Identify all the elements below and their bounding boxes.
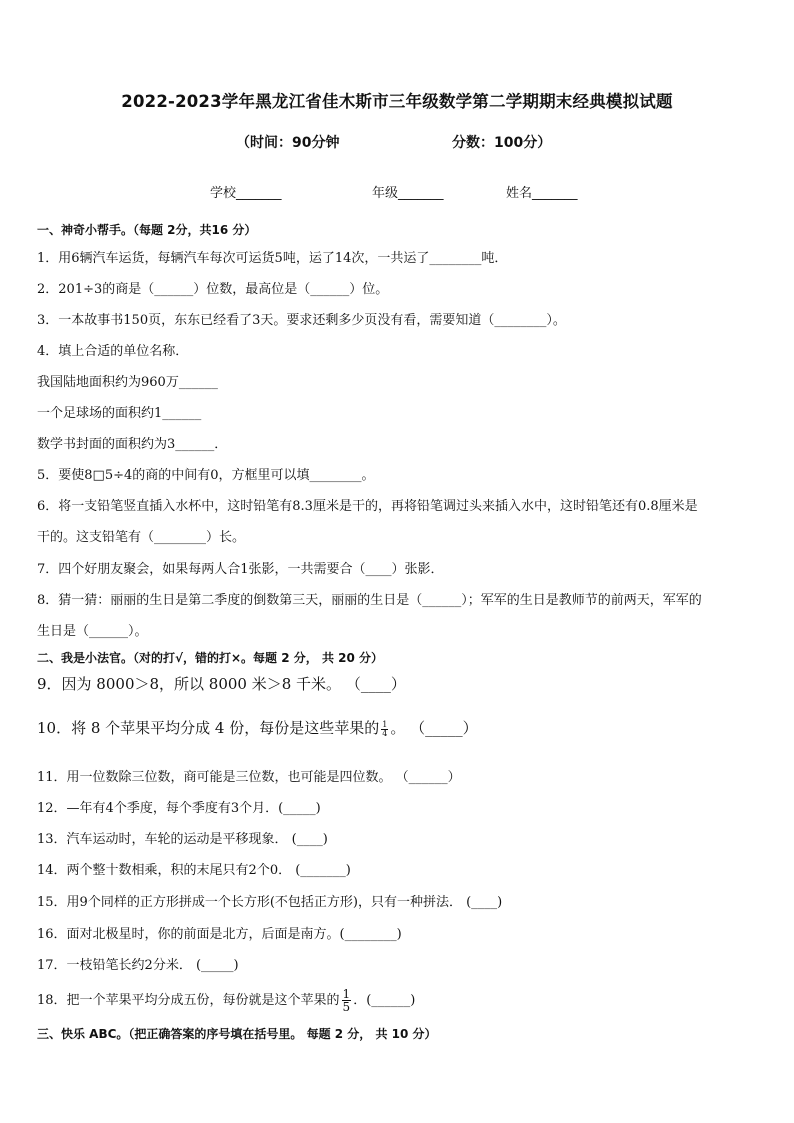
question-3: 3．一本故事书150页，东东已经看了3天。要求还剩多少页没有看，需要知道（________）。	[37, 313, 566, 328]
question-2: 2．201÷3的商是（______）位数，最高位是（______）位。	[37, 282, 389, 297]
question-10-text: 10．将 8 个苹果平均分成 4 份，每份是这些苹果的	[37, 719, 380, 737]
fraction-numerator: 1	[382, 719, 388, 729]
section-2-heading: 二、我是小法官。（对的打√，错的打×。每题 2 分， 共 20 分）	[37, 651, 383, 665]
question-8-line2: 生日是（______）。	[37, 624, 148, 639]
fraction-one-fifth	[342, 988, 352, 1013]
question-4c: 数学书封面的面积约为3______．	[37, 437, 228, 452]
score-label: 分数：100分）	[452, 135, 552, 151]
question-5: 5．要使8□5÷4的商的中间有0，方框里可以填________。	[37, 468, 375, 483]
question-8-line1: 8．猜一猜：丽丽的生日是第二季度的倒数第三天，丽丽的生日是（______）；军军的生日是教师节的前两天，军军的	[37, 593, 702, 608]
question-6-line1: 6．将一支铅笔竖直插入水杯中，这时铅笔有8.3厘米是干的，再将铅笔调过头来插入水中，这时铅笔还有0.8厘米是	[37, 499, 698, 514]
question-9: 9．因为 8000＞8，所以 8000 米＞8 千米。 （____）	[37, 675, 406, 693]
question-18-text: 18．把一个苹果平均分成五份，每份就是这个苹果的	[37, 993, 340, 1008]
question-1: 1．用6辆汽车运货，每辆汽车每次可运货5吨，运了14次，一共运了________吨．	[37, 251, 508, 266]
question-10-answer: 。 （_____）	[390, 719, 478, 737]
section-1-heading: 一、神奇小帮手。（每题 2分，共16 分）	[37, 223, 257, 237]
question-17: 17．一枝铅笔长约2分米． (_____)	[37, 958, 239, 973]
fraction-denominator: 4	[382, 728, 388, 738]
fraction-numerator: 1	[342, 987, 351, 1001]
time-label: （时间：90分钟	[236, 135, 340, 151]
question-14: 14．两个整十数相乘，积的末尾只有2个0． (_______)	[37, 863, 351, 878]
page-title: 2022-2023学年黑龙江省佳木斯市三年级数学第二学期期末经典模拟试题	[121, 92, 673, 111]
question-15: 15．用9个同样的正方形拼成一个长方形(不包括正方形)，只有一种拼法． (____)	[37, 895, 503, 910]
fraction-one-quarter	[381, 721, 388, 738]
question-18-answer: ．(______)	[353, 993, 416, 1008]
section-3-heading: 三、快乐 ABC。（把正确答案的序号填在括号里。 每题 2 分， 共 10 分）	[37, 1027, 437, 1041]
grade-field[interactable]: 年级_______	[372, 186, 444, 201]
name-field[interactable]: 姓名_______	[506, 186, 578, 201]
school-field[interactable]: 学校_______	[210, 186, 282, 201]
question-13: 13．汽车运动时，车轮的运动是平移现象． (____)	[37, 832, 328, 847]
question-12: 12．—年有4个季度，每个季度有3个月．(_____)	[37, 801, 321, 816]
question-11: 11．用一位数除三位数，商可能是三位数，也可能是四位数。 （______）	[37, 770, 461, 785]
question-4b: 一个足球场的面积约1______	[37, 406, 202, 421]
fraction-denominator: 5	[342, 1000, 351, 1014]
question-7: 7．四个好朋友聚会，如果每两人合1张影，一共需要合（____）张影．	[37, 562, 444, 577]
question-6-line2: 干的。这支铅笔有（________）长。	[37, 530, 246, 545]
question-10	[37, 719, 478, 738]
question-16: 16．面对北极星时，你的前面是北方，后面是南方。(________)	[37, 927, 402, 942]
question-4a: 我国陆地面积约为960万______	[37, 375, 218, 390]
question-18	[37, 987, 415, 1015]
question-4: 4．填上合适的单位名称．	[37, 344, 189, 359]
